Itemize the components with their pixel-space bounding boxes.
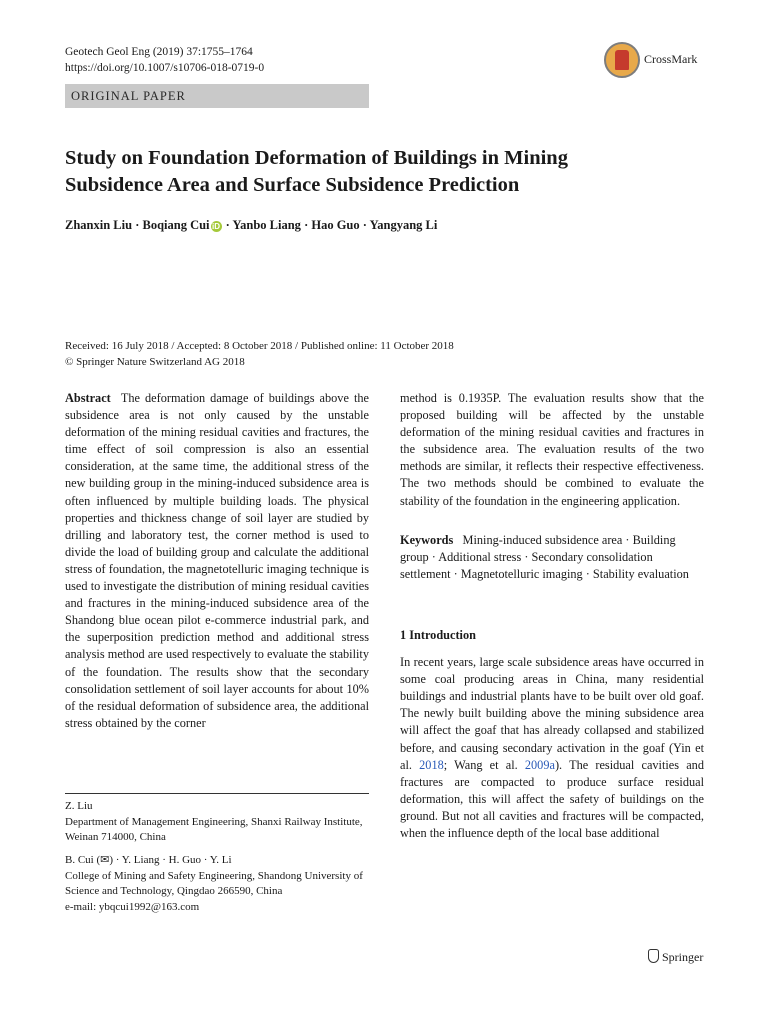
intro-text: ; Wang et al. — [443, 757, 525, 772]
affiliation-group — [65, 853, 369, 915]
abstract-paragraph — [65, 390, 369, 732]
affiliation-names: B. Cui (✉) · Y. Liang · H. Guo · Y. Li — [65, 854, 232, 866]
author-separator: · — [132, 218, 143, 232]
affiliation-liu — [65, 799, 369, 846]
intro-text: ). The residual cavities and fractures are compacted to produce surface residual deformation, this will affect the safety of buildings on the ground. But not all cavities and fractures will be compacted, when the influence depth of the local base additional — [400, 757, 704, 840]
springer-logo — [648, 949, 703, 965]
crossmark-label: CrossMark — [644, 52, 698, 66]
article-type-ribbon: ORIGINAL PAPER — [65, 84, 369, 108]
author-separator: · — [300, 218, 312, 232]
affiliation-department: College of Mining and Safety Engineering, Shandong University of Science and Technology, Qingdao 266590, China — [65, 869, 363, 897]
author-name: Boqiang Cui — [142, 218, 210, 232]
publication-dates — [65, 338, 454, 370]
abstract-column-right — [400, 390, 704, 842]
crossmark-icon — [604, 42, 640, 78]
orcid-icon[interactable]: iD — [212, 221, 221, 231]
author-separator: · — [222, 218, 233, 232]
intro-text: In recent years, large scale subsidence areas have occurred in some coal producing areas in China, many residential buildings and industrial plants have to be built over old goaf. The newly built building above the mining subsidence area will affect the goaf that has already collapsed and stabilized before, and causing secondary activation in the goaf (Yin et al. — [400, 655, 704, 772]
abstract-label: Abstract — [65, 391, 111, 405]
publisher-name: Springer — [662, 950, 704, 964]
keywords-text: Mining-induced subsidence area · Building group · Additional stress · Secondary consolidation settlement · Magnetotelluric imaging · Stability evaluation — [400, 532, 689, 581]
history-dates: Received: 16 July 2018 / Accepted: 8 October 2018 / Published online: 11 October 2018 — [65, 340, 454, 352]
affiliation-department: Department of Management Engineering, Shanxi Railway Institute, Weinan 714000, China — [65, 815, 363, 843]
author-name: Hao Guo — [311, 218, 360, 232]
journal-volume-line: Geotech Geol Eng (2019) 37:1755–1764 — [65, 46, 253, 58]
introduction-paragraph — [400, 654, 704, 842]
copyright-notice: © Springer Nature Switzerland AG 2018 — [65, 356, 245, 368]
citation-link[interactable]: 2009a — [524, 757, 555, 772]
author-name: Yangyang Li — [369, 218, 438, 232]
author-list — [65, 218, 437, 233]
springer-horse-icon — [648, 949, 659, 963]
title-line-2: Subsidence Area and Surface Subsidence Prediction — [65, 174, 520, 196]
abstract-column-left — [65, 390, 369, 732]
author-name: Yanbo Liang — [232, 218, 301, 232]
corresponding-email[interactable]: e-mail: ybqcui1992@163.com — [65, 900, 200, 913]
footnote-divider — [65, 793, 369, 794]
section-heading-introduction: 1 Introduction — [400, 627, 476, 642]
paper-title — [65, 145, 705, 199]
affiliation-name: Z. Liu — [65, 800, 93, 812]
author-separator: · — [359, 218, 370, 232]
abstract-text-right: method is 0.1935P. The evaluation results show that the proposed building will be affected by the unstable deformation of the mining residual cavities and fractures in the subsidence area. The evaluation results of the two methods are similar, it reflects their respective effectiveness. The two methods should be combined to evaluate the stability of the foundation in the engineering application. — [400, 391, 704, 508]
citation-link[interactable]: 2018 — [419, 757, 444, 772]
abstract-text-left: The deformation damage of buildings above the subsidence area is not only caused by the unstable deformation of the mining residual cavities and fractures, the time effect of soil compression is also an essential consideration, at the same time, the additional stress of the new building group in the mining-induced subsidence area is often influenced by multiple building loads. The physical properties and thickness change of soil layer are studied by drilling and laboratory test, the corner method is used to divide the load of building group and calculate the additional stress of foundation, the magnetotelluric imaging technique is used to investigate the distribution of mining residual cavities and fractures in the mining-induced subsidence area of the Shandong blue ocean pilot e-commerce industrial park, and the superposition prediction method and additional stress analysis method are used respectively to evaluate the stability of the foundation. The results show that the secondary consolidation settlement of soil layer accounts for about 10% of the residual deformation of subsidence area, the additional stress obtained by the corner — [65, 391, 369, 730]
title-line-1: Study on Foundation Deformation of Buildings in Mining — [65, 147, 568, 169]
keywords-label: Keywords — [400, 532, 454, 547]
doi-link[interactable]: https://doi.org/10.1007/s10706-018-0719-0 — [65, 62, 265, 74]
keywords-paragraph — [400, 532, 704, 583]
author-name: Zhanxin Liu — [65, 218, 133, 232]
journal-citation — [65, 44, 264, 76]
crossmark-badge[interactable] — [604, 42, 716, 78]
